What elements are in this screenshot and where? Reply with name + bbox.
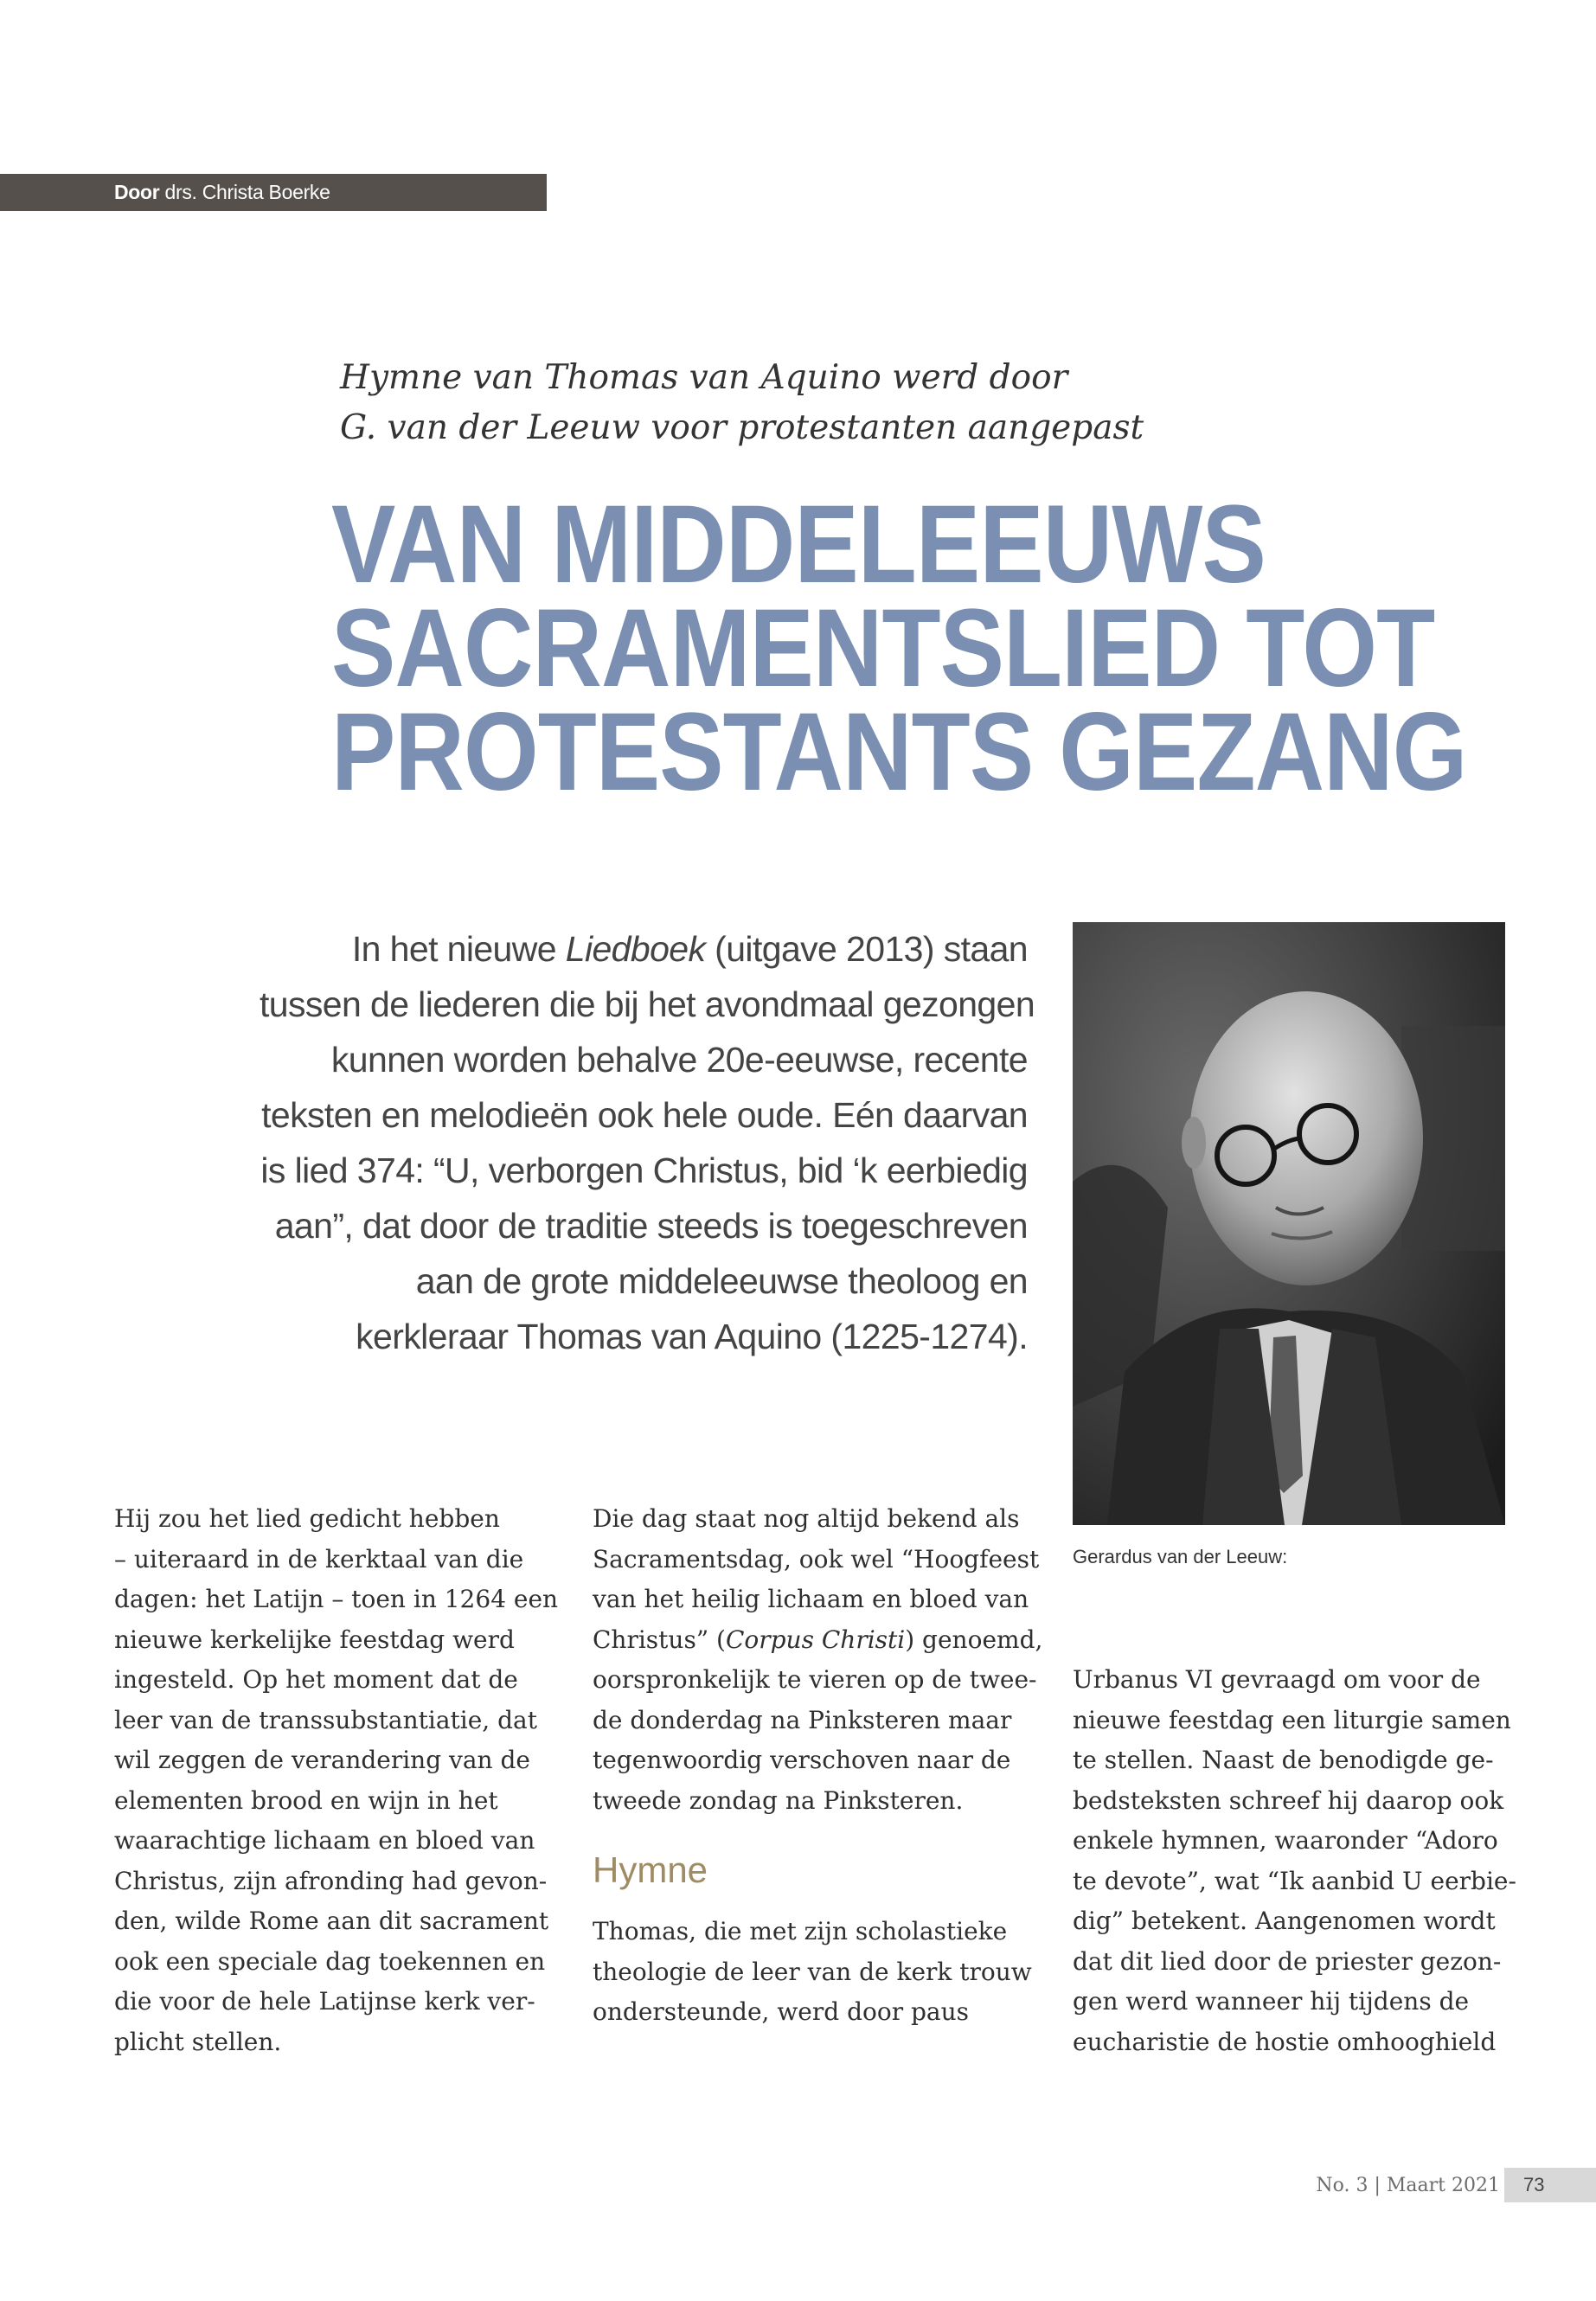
body-column-1 — [114, 1499, 559, 2062]
body-line: plicht stellen. — [114, 2027, 282, 2056]
intro-line: aan”, dat door de traditie steeds is toegeschreven — [274, 1206, 1028, 1246]
body-line: nieuwe kerkelijke feestdag werd — [114, 1625, 515, 1654]
body-line: Christus, zijn afronding had gevon- — [114, 1866, 548, 1895]
body-line: dagen: het Latijn – toen in 1264 een — [114, 1585, 559, 1613]
page-footer — [1211, 2168, 1596, 2202]
body-line: tegenwoordig verschoven naar de — [593, 1746, 1011, 1774]
intro-line: kunnen worden behalve 20e-eeuwse, recente — [330, 1040, 1028, 1080]
body-line: Thomas, die met zijn scholastieke — [593, 1917, 1008, 1945]
headline — [331, 483, 1467, 814]
body-line: Hij zou het lied gedicht hebben — [114, 1504, 500, 1533]
body-line: die voor de hele Latijnse kerk ver- — [114, 1987, 535, 2016]
body-line: ingesteld. Op het moment dat de — [114, 1665, 518, 1694]
body-line: oorspronkelijk te vieren op de twee- — [593, 1665, 1037, 1694]
body-column-3 — [1073, 1660, 1514, 2062]
headline-line: SACRAMENTSLIED TOT — [331, 586, 1435, 710]
intro-line: aan de grote middeleeuwse theoloog en — [415, 1261, 1028, 1301]
headline-line: VAN MIDDELEEUWS — [331, 483, 1266, 606]
body-line: elementen brood en wijn in het — [114, 1785, 498, 1815]
page-number: 73 — [1504, 2168, 1596, 2202]
intro-line-1: In het nieuwe Liedboek (uitgave 2013) staan — [351, 929, 1028, 969]
body-line: tweede zondag na Pinksteren. — [593, 1785, 964, 1815]
body-line: te stellen. Naast de benodigde ge- — [1073, 1746, 1494, 1774]
intro-line: kerkleraar Thomas van Aquino (1225-1274). — [356, 1317, 1028, 1356]
kicker-line: G. van der Leeuw voor protestanten aangepast — [340, 408, 1144, 447]
issue-info: No. 3 | Maart 2021 — [1316, 2175, 1500, 2196]
intro-paragraph — [260, 921, 1035, 1364]
body-line: theologie de leer van de kerk trouw — [593, 1957, 1032, 1986]
intro-line: tussen de liederen die bij het avondmaal gezongen — [260, 984, 1035, 1024]
body-line: nieuwe feestdag een liturgie samen — [1073, 1705, 1511, 1734]
body-line: gen werd wanneer hij tijdens de — [1073, 1987, 1470, 2016]
headline-line: PROTESTANTS GEZANG — [331, 690, 1467, 814]
body-line: de donderdag na Pinksteren maar — [593, 1705, 1012, 1734]
body-line: Christus” (Corpus Christi) genoemd, — [593, 1625, 1043, 1654]
body-line: den, wilde Rome aan dit sacrament — [114, 1907, 549, 1935]
body-line: Sacramentsdag, ook wel “Hoogfeest — [593, 1544, 1040, 1574]
kicker — [340, 353, 1378, 453]
author-name: drs. Christa Boerke — [164, 181, 330, 203]
intro-line: is lied 374: “U, verborgen Christus, bid ‘k eerbiedig — [260, 1150, 1028, 1190]
body-line: Die dag staat nog altijd bekend als — [593, 1504, 1020, 1533]
body-line: wil zeggen de verandering van de — [114, 1746, 530, 1774]
body-line: eucharistie de hostie omhooghield — [1073, 2027, 1497, 2056]
intro-line: teksten en melodieën ook hele oude. Eén daarvan — [261, 1095, 1028, 1135]
body-column-2 — [593, 1499, 1043, 2033]
body-line: leer van de transsubstantiatie, dat — [114, 1705, 537, 1734]
body-line: – uiteraard in de kerktaal van die — [114, 1544, 524, 1574]
body-line: Urbanus VI gevraagd om voor de — [1073, 1665, 1481, 1694]
author-prefix: Door — [114, 181, 160, 203]
author-bar — [0, 174, 547, 211]
body-line: bedsteksten schreef hij daarop ook — [1073, 1785, 1504, 1815]
body-line: ondersteunde, werd door paus — [593, 1997, 970, 2026]
body-line: enkele hymnen, waaronder “Adoro — [1073, 1826, 1498, 1855]
section-heading: Hymne — [593, 1849, 708, 1890]
body-line: te devote”, wat “Ik aanbid U eerbie- — [1073, 1866, 1516, 1895]
body-line: ook een speciale dag toekennen en — [114, 1946, 546, 1976]
portrait-photo — [1073, 922, 1505, 1525]
body-line: van het heilig lichaam en bloed van — [593, 1585, 1029, 1613]
body-line: waarachtige lichaam en bloed van — [114, 1826, 535, 1855]
portrait-illustration — [1073, 922, 1505, 1525]
photo-caption: Gerardus van der Leeuw: — [1073, 1546, 1288, 1567]
kicker-line: Hymne van Thomas van Aquino werd door — [340, 358, 1068, 397]
body-line: dat dit lied door de priester gezon- — [1073, 1946, 1502, 1976]
body-line: dig” betekent. Aangenomen wordt — [1073, 1907, 1496, 1935]
